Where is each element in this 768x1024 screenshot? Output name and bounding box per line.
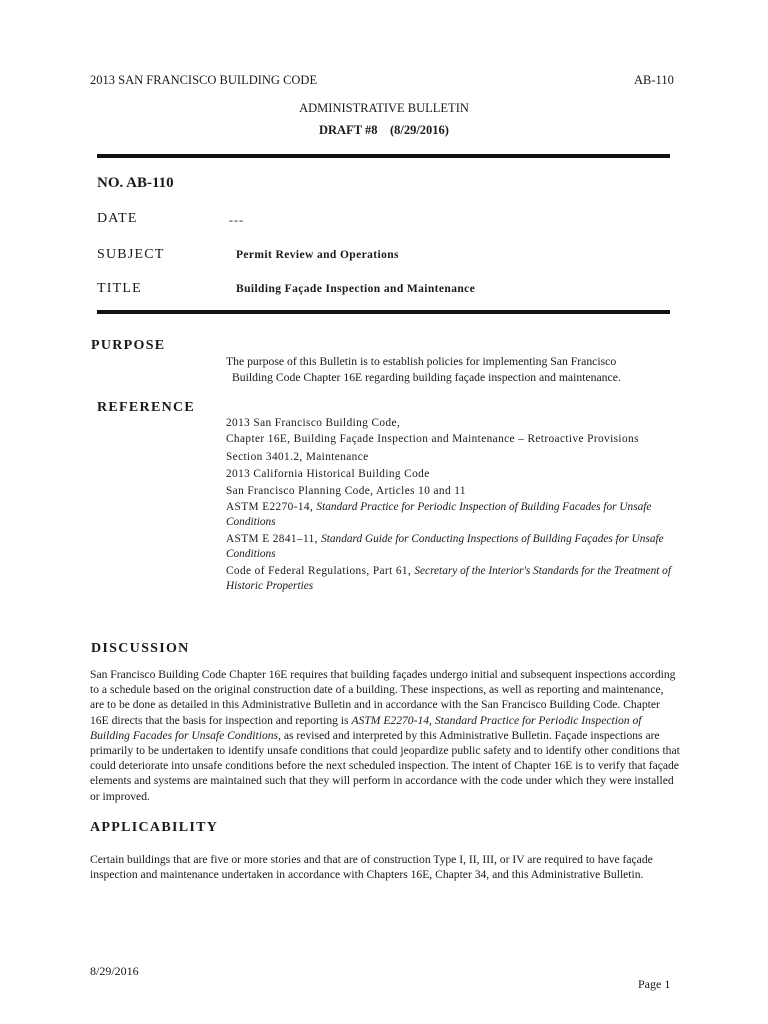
- purpose-heading: PURPOSE: [91, 338, 166, 353]
- applicability-paragraph: Certain buildings that are five or more stories and that are of construction Type I, II, III, or IV are required to have façade inspection and maintenance undertaken in accordance with Chapters 16E, Chapter 34, and this Administrative Bulletin.: [90, 853, 653, 882]
- reference-heading: REFERENCE: [97, 400, 196, 415]
- reference-list: [226, 415, 676, 596]
- reference-prefix: ASTM E 2841–11,: [226, 533, 322, 545]
- applicability-heading: APPLICABILITY: [90, 820, 219, 835]
- title-value: Building Façade Inspection and Maintenance: [236, 283, 476, 295]
- reference-prefix: Code of Federal Regulations, Part 61,: [226, 565, 415, 577]
- purpose-line-2: Building Code Chapter 16E regarding building façade inspection and maintenance.: [232, 371, 621, 384]
- reference-title: Standard Practice for Periodic Inspection of Building Facades for Unsafe Conditions: [226, 501, 652, 528]
- bulletin-number: NO. AB-110: [97, 175, 174, 191]
- bulletin-type: ADMINISTRATIVE BULLETIN: [299, 101, 469, 115]
- discussion-citation: ASTM E2270-14, Standard Practice for Periodic Inspection of Building Facades for Unsafe Conditions: [90, 713, 642, 742]
- reference-item: San Francisco Planning Code, Articles 10 and 11: [226, 485, 466, 497]
- purpose-line-1: The purpose of this Bulletin is to establish policies for implementing San Francisco: [226, 355, 617, 368]
- draft-label: DRAFT #8 (8/29/2016): [319, 123, 449, 137]
- title-label: TITLE: [97, 281, 142, 296]
- reference-item: [226, 564, 676, 594]
- meta-divider: [97, 310, 670, 314]
- page-number: Page 1: [638, 977, 671, 991]
- reference-title: Secretary of the Interior's Standards for the Treatment of Historic Properties: [226, 565, 671, 592]
- reference-title: Standard Guide for Conducting Inspections of Building Façades for Unsafe Conditions: [226, 533, 664, 560]
- reference-prefix: ASTM E2270-14,: [226, 501, 317, 513]
- reference-item: Chapter 16E, Building Façade Inspection and Maintenance – Retroactive Provisions: [226, 433, 639, 445]
- reference-item: [226, 500, 676, 530]
- subject-label: SUBJECT: [97, 247, 165, 262]
- discussion-heading: DISCUSSION: [91, 641, 190, 656]
- top-divider: [97, 154, 670, 158]
- footer-date: 8/29/2016: [90, 964, 139, 978]
- date-label: DATE: [97, 211, 138, 226]
- discussion-text-continued: , as revised and interpreted by this Administrative Bulletin. Façade inspections are primarily to be undertaken to identify unsafe conditions that could jeopardize public safety and to identify other conditions that could deteriorate into unsafe conditions before the next scheduled inspection. The intent of Chapter 16E is to verify that façade elements and systems are maintained such that they will perform in accordance with the code under which they were installed or improved.: [90, 728, 680, 803]
- date-value: ---: [229, 213, 244, 227]
- subject-value: Permit Review and Operations: [236, 249, 399, 261]
- discussion-text: San Francisco Building Code Chapter 16E requires that building façades undergo initial and subsequent inspections according to a schedule based on the original construction date of a building. These inspections, as well as reporting and maintenance, are to be done as detailed in this Administrative Bulletin and in accordance with the San Francisco Building Code. Chapter 16E directs that the basis for inspection and reporting is: [90, 668, 676, 727]
- reference-item: Section 3401.2, Maintenance: [226, 451, 369, 463]
- running-header-code-title: 2013 SAN FRANCISCO BUILDING CODE: [90, 73, 318, 87]
- running-header-bulletin-number: AB-110: [634, 73, 674, 87]
- reference-item: 2013 California Historical Building Code: [226, 468, 430, 480]
- reference-item: [226, 532, 676, 562]
- reference-item: 2013 San Francisco Building Code,: [226, 417, 401, 429]
- discussion-paragraph: [90, 667, 680, 804]
